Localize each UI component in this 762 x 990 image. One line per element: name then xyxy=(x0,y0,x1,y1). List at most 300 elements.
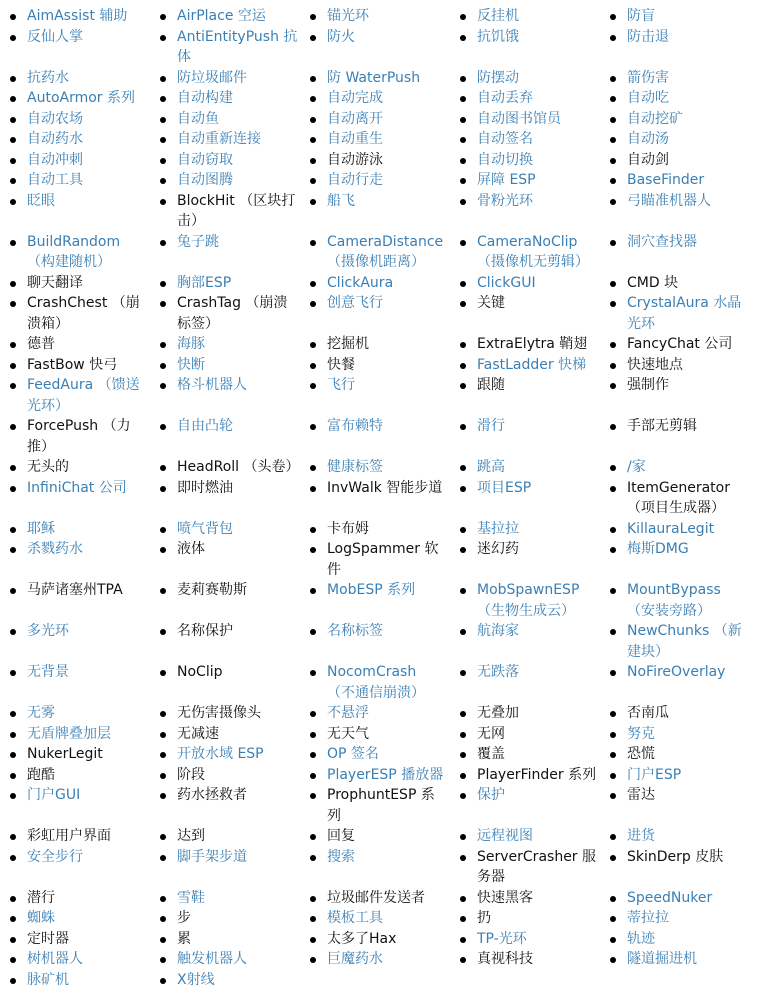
list-item[interactable] xyxy=(600,765,750,786)
list-item xyxy=(450,908,600,929)
list-item[interactable] xyxy=(150,27,300,68)
list-item[interactable] xyxy=(600,826,750,847)
module-link[interactable]: 搜索 xyxy=(327,849,355,865)
list-item[interactable] xyxy=(300,703,450,724)
list-item[interactable] xyxy=(600,6,750,27)
list-item[interactable] xyxy=(300,908,450,929)
list-item xyxy=(300,888,450,909)
list-item[interactable] xyxy=(450,27,600,68)
module-link[interactable]: CameraNoClip （摄像机无剪辑） xyxy=(477,234,589,271)
list-item[interactable] xyxy=(150,888,300,909)
module-link[interactable]: InfiniChat 公司 xyxy=(27,480,127,496)
module-link[interactable]: 脚手架步道 xyxy=(177,849,247,865)
list-item[interactable] xyxy=(450,109,600,130)
module-link[interactable]: 保护 xyxy=(477,787,505,803)
list-item xyxy=(450,539,600,580)
module-label: BlockHit （区块打击） xyxy=(177,193,295,230)
module-link[interactable]: 自动鱼 xyxy=(177,111,219,127)
list-item[interactable] xyxy=(0,375,150,416)
list-item[interactable] xyxy=(0,109,150,130)
module-link[interactable]: MobESP 系列 xyxy=(327,582,415,598)
module-link[interactable]: 努克 xyxy=(627,726,655,742)
module-link[interactable]: 自动挖矿 xyxy=(627,111,683,127)
list-item xyxy=(300,334,450,355)
module-label: CrashTag （崩溃标签） xyxy=(177,295,287,332)
module-link[interactable]: MountBypass （安装旁路） xyxy=(627,582,721,619)
list-item[interactable] xyxy=(450,580,600,621)
list-item[interactable] xyxy=(300,88,450,109)
list-item xyxy=(450,375,600,416)
list-item[interactable] xyxy=(300,949,450,970)
module-label: ServerCrasher 服务器 xyxy=(477,849,596,886)
list-item[interactable] xyxy=(0,539,150,580)
list-item[interactable] xyxy=(0,621,150,662)
module-link[interactable]: 防火 xyxy=(327,29,355,45)
module-link[interactable]: OP 签名 xyxy=(327,746,379,762)
list-item[interactable] xyxy=(300,293,450,334)
module-link[interactable]: 弓瞄准机器人 xyxy=(627,193,711,209)
module-link[interactable]: NoFireOverlay xyxy=(627,664,725,680)
list-item[interactable] xyxy=(600,27,750,68)
module-label: 真视科技 xyxy=(477,951,533,967)
list-item xyxy=(300,785,450,826)
module-link[interactable]: AutoArmor 系列 xyxy=(27,90,135,106)
module-link[interactable]: 防击退 xyxy=(627,29,669,45)
list-item[interactable] xyxy=(600,888,750,909)
list-item[interactable] xyxy=(450,478,600,519)
list-item[interactable] xyxy=(450,662,600,703)
module-link[interactable]: 胸部ESP xyxy=(177,275,231,291)
list-item xyxy=(150,191,300,232)
list-item xyxy=(0,273,150,294)
list-item[interactable] xyxy=(450,785,600,826)
module-link[interactable]: ClickGUI xyxy=(477,275,536,291)
module-link[interactable]: BaseFinder xyxy=(627,172,704,188)
module-link[interactable]: 格斗机器人 xyxy=(177,377,247,393)
list-item[interactable] xyxy=(150,519,300,540)
module-link[interactable]: 自动窃取 xyxy=(177,152,233,168)
module-link[interactable]: 眨眼 xyxy=(27,193,55,209)
list-item[interactable] xyxy=(300,109,450,130)
module-link[interactable]: 触发机器人 xyxy=(177,951,247,967)
list-item[interactable] xyxy=(0,478,150,519)
list-item[interactable] xyxy=(0,129,150,150)
module-link[interactable]: 梅斯DMG xyxy=(627,541,689,557)
module-label: PlayerFinder 系列 xyxy=(477,767,596,783)
list-item[interactable] xyxy=(600,539,750,580)
module-label: 液体 xyxy=(177,541,205,557)
list-item[interactable] xyxy=(300,68,450,89)
module-link[interactable]: 防摆动 xyxy=(477,70,519,86)
list-item[interactable] xyxy=(300,232,450,273)
list-item xyxy=(300,539,450,580)
module-label: 无伤害摄像头 xyxy=(177,705,261,721)
list-item[interactable] xyxy=(300,129,450,150)
list-item[interactable] xyxy=(150,375,300,416)
list-item[interactable] xyxy=(0,970,150,990)
module-link[interactable]: 骨粉光环 xyxy=(477,193,533,209)
list-item[interactable] xyxy=(150,232,300,273)
list-item xyxy=(600,150,750,171)
module-link[interactable]: 自动工具 xyxy=(27,172,83,188)
module-link[interactable]: 耶稣 xyxy=(27,521,55,537)
module-link[interactable]: 门户ESP xyxy=(627,767,681,783)
module-link[interactable]: 模板工具 xyxy=(327,910,383,926)
module-link[interactable]: BuildRandom （构建随机） xyxy=(27,234,120,271)
list-item[interactable] xyxy=(150,949,300,970)
list-item[interactable] xyxy=(450,929,600,950)
module-label: NoClip xyxy=(177,664,222,680)
list-item[interactable] xyxy=(450,273,600,294)
module-link[interactable]: 防盲 xyxy=(627,8,655,24)
list-item[interactable] xyxy=(450,170,600,191)
list-item[interactable] xyxy=(450,150,600,171)
module-label: 雷达 xyxy=(627,787,655,803)
list-item[interactable] xyxy=(300,662,450,703)
module-link[interactable]: 多光环 xyxy=(27,623,69,639)
list-item[interactable] xyxy=(300,621,450,662)
module-label: 即时燃油 xyxy=(177,480,233,496)
list-item[interactable] xyxy=(150,355,300,376)
module-link[interactable]: 海豚 xyxy=(177,336,205,352)
module-link[interactable]: 无跌落 xyxy=(477,664,519,680)
module-label: 聊天翻译 xyxy=(27,275,83,291)
module-link[interactable]: NocomCrash （不通信崩溃） xyxy=(327,664,425,701)
module-link[interactable]: 抗药水 xyxy=(27,70,69,86)
list-item[interactable] xyxy=(300,27,450,68)
list-item[interactable] xyxy=(300,580,450,621)
list-item xyxy=(150,908,300,929)
list-item[interactable] xyxy=(0,662,150,703)
module-label: 卡布姆 xyxy=(327,521,369,537)
module-link[interactable]: ClickAura xyxy=(327,275,393,291)
module-link[interactable]: 创意飞行 xyxy=(327,295,383,311)
list-item[interactable] xyxy=(450,232,600,273)
list-item[interactable] xyxy=(0,908,150,929)
module-link[interactable]: 自动吃 xyxy=(627,90,669,106)
module-link[interactable]: 自动完成 xyxy=(327,90,383,106)
module-label: SkinDerp 皮肤 xyxy=(627,849,723,865)
list-item[interactable] xyxy=(150,847,300,888)
list-item[interactable] xyxy=(0,191,150,232)
list-item[interactable] xyxy=(0,703,150,724)
module-link[interactable]: 杀戮药水 xyxy=(27,541,83,557)
module-label: LogSpammer 软件 xyxy=(327,541,438,578)
list-item[interactable] xyxy=(0,519,150,540)
module-link[interactable]: 自动切换 xyxy=(477,152,533,168)
list-item[interactable] xyxy=(450,88,600,109)
list-item[interactable] xyxy=(0,785,150,826)
module-link[interactable]: MobSpawnESP （生物生成云） xyxy=(477,582,579,619)
module-label: NukerLegit xyxy=(27,746,103,762)
list-item xyxy=(300,826,450,847)
module-label: 恐慌 xyxy=(627,746,655,762)
list-item[interactable] xyxy=(600,929,750,950)
list-item[interactable] xyxy=(600,621,750,662)
list-item xyxy=(450,949,600,970)
list-item[interactable] xyxy=(450,416,600,457)
list-item[interactable] xyxy=(0,27,150,68)
list-item[interactable] xyxy=(300,847,450,888)
list-item[interactable] xyxy=(600,232,750,273)
list-item[interactable] xyxy=(0,150,150,171)
list-item[interactable] xyxy=(150,273,300,294)
module-link[interactable]: 无雾 xyxy=(27,705,55,721)
list-item xyxy=(0,888,150,909)
module-link[interactable]: FastLadder 快梯 xyxy=(477,357,586,373)
module-link[interactable]: 自动离开 xyxy=(327,111,383,127)
list-item[interactable] xyxy=(450,6,600,27)
module-link[interactable]: 洞穴查找器 xyxy=(627,234,697,250)
list-item xyxy=(300,478,450,519)
module-label: 名称保护 xyxy=(177,623,233,639)
module-link[interactable]: 无盾牌叠加层 xyxy=(27,726,111,742)
module-link[interactable]: 抗饥饿 xyxy=(477,29,519,45)
list-item[interactable] xyxy=(600,129,750,150)
list-item[interactable] xyxy=(300,744,450,765)
module-link[interactable]: 航海家 xyxy=(477,623,519,639)
list-item xyxy=(600,847,750,888)
module-label: 太多了Hax xyxy=(327,931,396,947)
list-item[interactable] xyxy=(600,293,750,334)
module-label: 挖掘机 xyxy=(327,336,369,352)
module-label: 覆盖 xyxy=(477,746,505,762)
list-item[interactable] xyxy=(0,88,150,109)
module-link[interactable]: 防 WaterPush xyxy=(327,70,420,86)
list-item[interactable] xyxy=(450,621,600,662)
list-item[interactable] xyxy=(450,519,600,540)
module-label: 麦莉赛勒斯 xyxy=(177,582,247,598)
module-link[interactable]: AimAssist 辅助 xyxy=(27,8,127,24)
list-item[interactable] xyxy=(600,908,750,929)
module-link[interactable]: 项目ESP xyxy=(477,480,531,496)
module-link[interactable]: 自动图书馆员 xyxy=(477,111,561,127)
module-link[interactable]: 快断 xyxy=(177,357,205,373)
list-item xyxy=(450,847,600,888)
module-link[interactable]: 自动重生 xyxy=(327,131,383,147)
list-item xyxy=(0,416,150,457)
list-item xyxy=(300,929,450,950)
module-label: 扔 xyxy=(477,910,491,926)
module-label: ForcePush （力推） xyxy=(27,418,131,455)
list-item[interactable] xyxy=(300,191,450,232)
list-item xyxy=(150,478,300,519)
list-item[interactable] xyxy=(600,724,750,745)
module-link[interactable]: CameraDistance （摄像机距离） xyxy=(327,234,443,271)
list-item[interactable] xyxy=(0,724,150,745)
module-link[interactable]: TP-光环 xyxy=(477,931,527,947)
module-link[interactable]: 滑行 xyxy=(477,418,505,434)
list-item xyxy=(300,150,450,171)
list-item[interactable] xyxy=(300,375,450,416)
module-link[interactable]: 防垃圾邮件 xyxy=(177,70,247,86)
list-item[interactable] xyxy=(150,88,300,109)
list-item xyxy=(450,724,600,745)
list-item xyxy=(150,457,300,478)
module-link[interactable]: 反仙人掌 xyxy=(27,29,83,45)
module-link[interactable]: 自动构建 xyxy=(177,90,233,106)
list-item xyxy=(600,785,750,826)
module-link[interactable]: 屏障 ESP xyxy=(477,172,536,188)
list-item xyxy=(0,334,150,355)
list-item[interactable] xyxy=(150,170,300,191)
module-link[interactable]: 无背景 xyxy=(27,664,69,680)
list-item[interactable] xyxy=(0,847,150,888)
module-link[interactable]: 自动图腾 xyxy=(177,172,233,188)
module-link[interactable]: 自动丢弃 xyxy=(477,90,533,106)
list-item xyxy=(450,888,600,909)
module-link[interactable]: 雪鞋 xyxy=(177,890,205,906)
module-link[interactable]: 自动重新连接 xyxy=(177,131,261,147)
list-item[interactable] xyxy=(0,949,150,970)
list-item[interactable] xyxy=(150,109,300,130)
module-label: ProphuntESP 系列 xyxy=(327,787,435,824)
list-item[interactable] xyxy=(450,457,600,478)
module-link[interactable]: AirPlace 空运 xyxy=(177,8,266,24)
list-item xyxy=(600,375,750,416)
list-item xyxy=(0,293,150,334)
module-link[interactable]: 巨魔药水 xyxy=(327,951,383,967)
list-item[interactable] xyxy=(0,170,150,191)
module-link[interactable]: 门户GUI xyxy=(27,787,80,803)
list-item[interactable] xyxy=(600,580,750,621)
list-item xyxy=(300,519,450,540)
module-label: 迷幻药 xyxy=(477,541,519,557)
list-item[interactable] xyxy=(150,6,300,27)
module-link[interactable]: 开放水域 ESP xyxy=(177,746,264,762)
list-item[interactable] xyxy=(150,334,300,355)
list-item[interactable] xyxy=(450,191,600,232)
list-item[interactable] xyxy=(600,88,750,109)
list-item[interactable] xyxy=(450,355,600,376)
module-label: 强制作 xyxy=(627,377,669,393)
list-item[interactable] xyxy=(600,68,750,89)
module-link[interactable]: 船飞 xyxy=(327,193,355,209)
list-item[interactable] xyxy=(600,949,750,970)
module-link[interactable]: 自动汤 xyxy=(627,131,669,147)
list-item[interactable] xyxy=(600,662,750,703)
list-item xyxy=(150,724,300,745)
module-link[interactable]: 健康标签 xyxy=(327,459,383,475)
list-item[interactable] xyxy=(600,191,750,232)
module-link[interactable]: X射线 xyxy=(177,972,215,988)
list-item[interactable] xyxy=(300,170,450,191)
module-link[interactable]: 轨迹 xyxy=(627,931,655,947)
module-label: 步 xyxy=(177,910,191,926)
module-link[interactable]: 自动药水 xyxy=(27,131,83,147)
list-item[interactable] xyxy=(300,273,450,294)
module-label: 手部无剪辑 xyxy=(627,418,697,434)
list-item xyxy=(0,744,150,765)
list-item[interactable] xyxy=(450,826,600,847)
module-link[interactable]: CrystalAura 水晶光环 xyxy=(627,295,741,332)
module-link[interactable]: 蜘蛛 xyxy=(27,910,55,926)
list-item xyxy=(600,744,750,765)
list-item xyxy=(600,416,750,457)
list-item[interactable] xyxy=(600,519,750,540)
list-item[interactable] xyxy=(600,170,750,191)
module-label: 药水拯救者 xyxy=(177,787,247,803)
module-label: 跟随 xyxy=(477,377,505,393)
list-item[interactable] xyxy=(0,6,150,27)
module-label: 马萨诸塞州TPA xyxy=(27,582,123,598)
list-item[interactable] xyxy=(300,416,450,457)
module-link[interactable]: NewChunks （新建块） xyxy=(627,623,742,660)
module-link[interactable]: AntiEntityPush 抗体 xyxy=(177,29,297,66)
list-item[interactable] xyxy=(150,150,300,171)
module-link[interactable]: 喷气背包 xyxy=(177,521,233,537)
list-item[interactable] xyxy=(450,129,600,150)
list-item[interactable] xyxy=(300,6,450,27)
module-link[interactable]: 远程视图 xyxy=(477,828,533,844)
module-link[interactable]: 名称标签 xyxy=(327,623,383,639)
list-item xyxy=(150,580,300,621)
module-label: 快餐 xyxy=(327,357,355,373)
module-link[interactable]: 自动签名 xyxy=(477,131,533,147)
list-item[interactable] xyxy=(150,129,300,150)
list-item xyxy=(150,765,300,786)
list-item[interactable] xyxy=(150,68,300,89)
list-item[interactable] xyxy=(0,68,150,89)
module-link[interactable]: 跳高 xyxy=(477,459,505,475)
module-link[interactable]: 安全步行 xyxy=(27,849,83,865)
list-item[interactable] xyxy=(150,970,300,990)
module-link[interactable]: 飞行 xyxy=(327,377,355,393)
list-item[interactable] xyxy=(600,457,750,478)
list-item xyxy=(0,929,150,950)
module-link[interactable]: /家 xyxy=(627,459,646,475)
list-item[interactable] xyxy=(450,68,600,89)
list-item[interactable] xyxy=(600,109,750,130)
module-label: InvWalk 智能步道 xyxy=(327,480,442,496)
module-link[interactable]: FeedAura （馈送光环） xyxy=(27,377,140,414)
module-label: 回复 xyxy=(327,828,355,844)
module-link[interactable]: 自动冲刺 xyxy=(27,152,83,168)
module-link[interactable]: 富布赖特 xyxy=(327,418,383,434)
module-link[interactable]: 蒂拉拉 xyxy=(627,910,669,926)
module-link[interactable]: KillauraLegit xyxy=(627,521,714,537)
module-link[interactable]: 自动行走 xyxy=(327,172,383,188)
module-link[interactable]: 隧道掘进机 xyxy=(627,951,697,967)
module-link[interactable]: PlayerESP 播放器 xyxy=(327,767,443,783)
module-link[interactable]: SpeedNuker xyxy=(627,890,712,906)
module-link[interactable]: 箭伤害 xyxy=(627,70,669,86)
list-item[interactable] xyxy=(300,765,450,786)
module-link[interactable]: 脉矿机 xyxy=(27,972,69,988)
module-label: CMD 块 xyxy=(627,275,678,291)
module-link[interactable]: 自动农场 xyxy=(27,111,83,127)
list-item[interactable] xyxy=(150,744,300,765)
module-label: 潜行 xyxy=(27,890,55,906)
module-label: 跑酷 xyxy=(27,767,55,783)
list-item xyxy=(300,355,450,376)
module-link[interactable]: 兔子跳 xyxy=(177,234,219,250)
list-item[interactable] xyxy=(150,416,300,457)
list-item[interactable] xyxy=(0,232,150,273)
module-link[interactable]: 锚光环 xyxy=(327,8,369,24)
module-link[interactable]: 自由凸轮 xyxy=(177,418,233,434)
module-label: 阶段 xyxy=(177,767,205,783)
module-label: ExtraElytra 鞘翅 xyxy=(477,336,587,352)
module-link[interactable]: 反挂机 xyxy=(477,8,519,24)
list-item[interactable] xyxy=(300,457,450,478)
module-label: 无叠加 xyxy=(477,705,519,721)
module-link[interactable]: 进货 xyxy=(627,828,655,844)
module-link[interactable]: 基拉拉 xyxy=(477,521,519,537)
module-link[interactable]: 不悬浮 xyxy=(327,705,369,721)
list-item xyxy=(450,744,600,765)
module-link[interactable]: 树机器人 xyxy=(27,951,83,967)
